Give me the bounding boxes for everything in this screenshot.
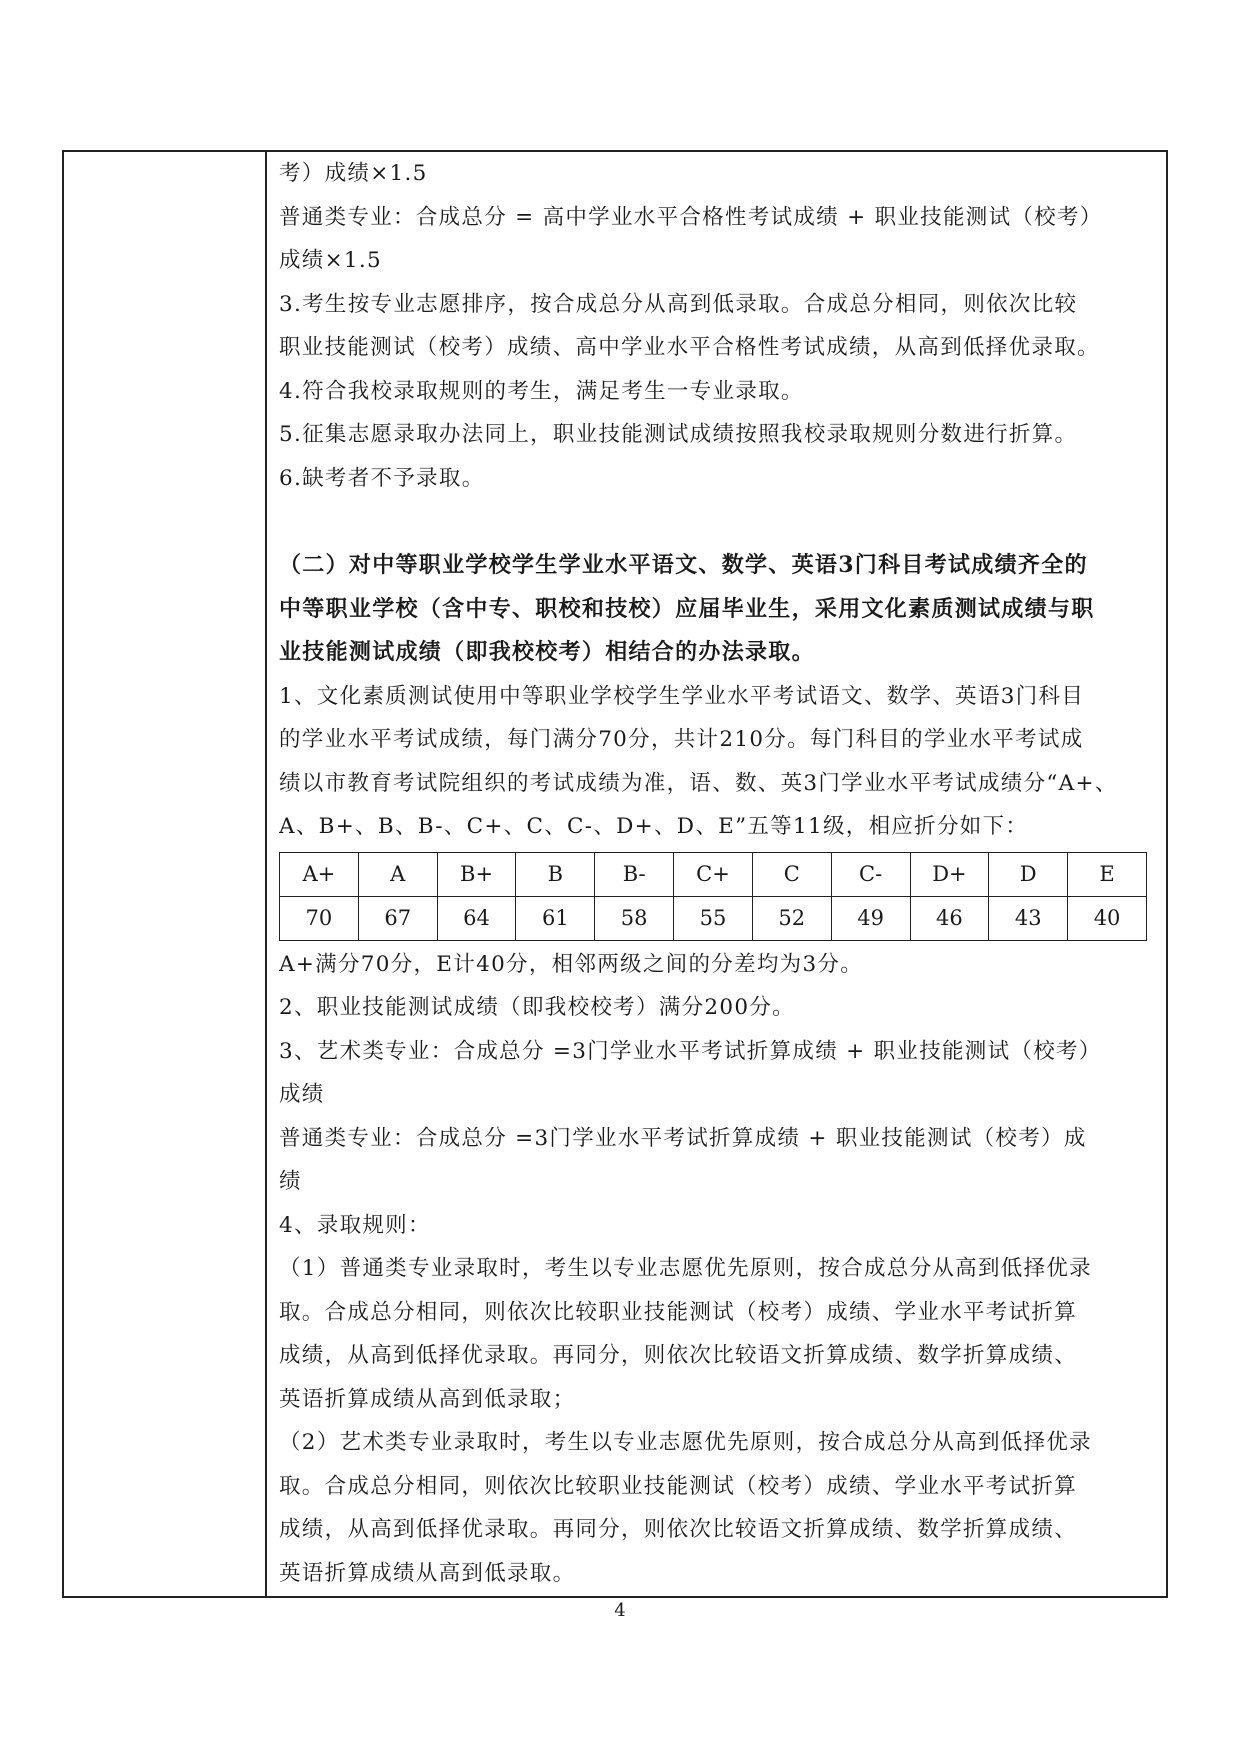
score-cell: 46 <box>910 896 989 940</box>
page-number: 4 <box>614 1600 626 1621</box>
text-line: 4.符合我校录取规则的考生，满足考生一专业录取。 <box>279 378 804 404</box>
text-line: 2、职业技能测试成绩（即我校校考）满分200分。 <box>279 995 795 1020</box>
grade-cell: B- <box>595 852 674 896</box>
score-cell: 64 <box>437 896 516 940</box>
text-line: 6.缺考者不予录取。 <box>279 465 485 491</box>
section-bottom <box>279 943 1161 1596</box>
section-heading-line: 业技能测试成绩（即我校校考）相结合的办法录取。 <box>279 639 815 665</box>
score-cell: 55 <box>674 896 753 940</box>
text-line: 4、录取规则： <box>279 1212 431 1238</box>
text-line: 1、文化素质测试使用中等职业学校学生学业水平考试语文、数学、英语3门科目 <box>279 683 1085 709</box>
text-line: 的学业水平考试成绩，每门满分70分，共计210分。每门科目的学业水平考试成 <box>279 727 1084 752</box>
text-line: 英语折算成绩从高到低录取； <box>279 1386 576 1412</box>
score-row <box>280 896 1147 940</box>
text-line: A、B+、B、B-、C+、C、C-、D+、D、E”五等11级，相应折分如下： <box>279 814 1029 839</box>
score-cell: 67 <box>358 896 437 940</box>
grade-row <box>280 852 1147 896</box>
score-cell: 52 <box>752 896 831 940</box>
grade-cell: A <box>358 852 437 896</box>
grade-cell: A+ <box>280 852 359 896</box>
text-line: 成绩 <box>279 1082 325 1107</box>
text-line: A+满分70分，E计40分，相邻两级之间的分差均为3分。 <box>279 951 864 977</box>
section-mid <box>279 675 1161 849</box>
text-line: 绩 <box>279 1169 302 1194</box>
text-line: 取。合成总分相同，则依次比较职业技能测试（校考）成绩、学业水平考试折算 <box>279 1299 1078 1325</box>
score-cell: 43 <box>989 896 1068 940</box>
grade-cell: C <box>752 852 831 896</box>
content-column <box>279 152 1161 1595</box>
text-line: 3、艺术类专业：合成总分 =3门学业水平考试折算成绩 + 职业技能测试（校考） <box>279 1038 1102 1064</box>
text-line: 成绩，从高到低择优录取。再同分，则依次比较语文折算成绩、数学折算成绩、 <box>279 1343 1078 1368</box>
text-line: 考）成绩×1.5 <box>279 161 428 186</box>
score-cell: 49 <box>831 896 910 940</box>
text-line: 职业技能测试（校考）成绩、高中学业水平合格性考试成绩，从高到低择优录取。 <box>279 335 1100 360</box>
document-table-frame <box>62 150 1168 1598</box>
text-line: 英语折算成绩从高到低录取。 <box>279 1560 576 1586</box>
text-line: 成绩，从高到低择优录取。再同分，则依次比较语文折算成绩、数学折算成绩、 <box>279 1517 1078 1542</box>
score-cell: 61 <box>516 896 595 940</box>
text-line: 普通类专业：合成总分 =3门学业水平考试折算成绩 + 职业技能测试（校考）成 <box>279 1125 1087 1151</box>
grade-cell: E <box>1068 852 1147 896</box>
grade-cell: B+ <box>437 852 516 896</box>
text-line: 取。合成总分相同，则依次比较职业技能测试（校考）成绩、学业水平考试折算 <box>279 1473 1078 1499</box>
text-line: 普通类专业：合成总分 = 高中学业水平合格性考试成绩 + 职业技能测试（校考） <box>279 204 1103 230</box>
grade-cell: D <box>989 852 1068 896</box>
text-line: 绩以市教育考试院组织的考试成绩为准，语、数、英3门学业水平考试成绩分“A+、 <box>279 770 1118 796</box>
grade-cell: C- <box>831 852 910 896</box>
grade-cell: B <box>516 852 595 896</box>
score-cell: 58 <box>595 896 674 940</box>
grade-cell: D+ <box>910 852 989 896</box>
paragraph-gap <box>279 500 1161 544</box>
score-cell: 40 <box>1068 896 1147 940</box>
section-heading <box>279 544 1161 675</box>
text-line: （2）艺术类专业录取时，考生以专业志愿优先原则，按合成总分从高到低择优录 <box>279 1430 1092 1455</box>
text-line: 3.考生按专业志愿排序，按合成总分从高到低录取。合成总分相同，则依次比较 <box>279 291 1078 317</box>
text-line: 5.征集志愿录取办法同上，职业技能测试成绩按照我校录取规则分数进行折算。 <box>279 422 1078 447</box>
score-cell: 70 <box>280 896 359 940</box>
text-line: （1）普通类专业录取时，考生以专业志愿优先原则，按合成总分从高到低择优录 <box>279 1256 1092 1281</box>
section-heading-line: 中等职业学校（含中专、职校和技校）应届毕业生，采用文化素质测试成绩与职 <box>279 595 1095 622</box>
grade-cell: C+ <box>674 852 753 896</box>
text-line: 成绩×1.5 <box>279 248 383 273</box>
left-label-column <box>64 152 267 1596</box>
section-top <box>279 152 1161 500</box>
section-heading-line: （二）对中等职业学校学生学业水平语文、数学、英语3门科目考试成绩齐全的 <box>279 552 1088 578</box>
grade-score-table <box>279 852 1147 941</box>
